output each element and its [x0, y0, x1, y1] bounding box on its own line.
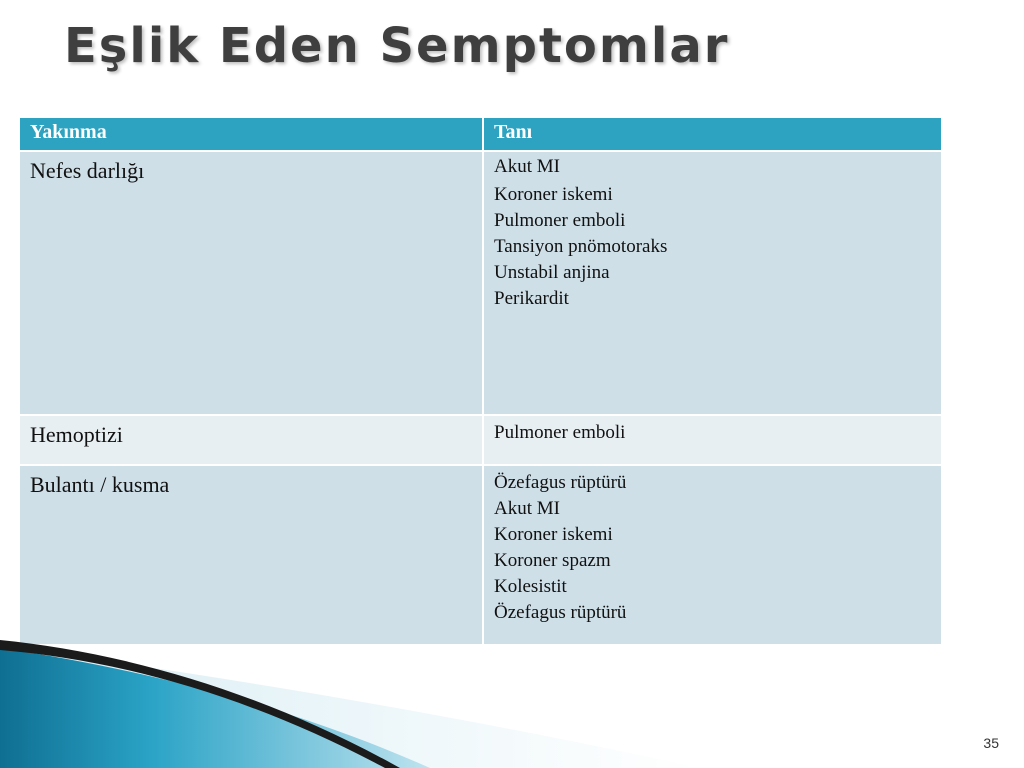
- complaint-cell: Bulantı / kusma: [20, 465, 483, 645]
- diagnosis-item: Unstabil anjina: [494, 262, 610, 283]
- table-row: [20, 415, 942, 465]
- diagnosis-item: Tansiyon pnömotoraks: [494, 236, 668, 257]
- diagnosis-cell: [483, 465, 942, 645]
- decorative-swoosh: [0, 640, 1024, 768]
- diagnosis-cell: [483, 415, 942, 465]
- complaint-cell: Hemoptizi: [20, 415, 483, 465]
- page-number: 35: [983, 735, 999, 751]
- table-row: [20, 465, 942, 645]
- column-header-diagnosis: Tanı: [483, 118, 942, 151]
- column-header-complaint: Yakınma: [20, 118, 483, 151]
- diagnosis-item: Koroner iskemi: [494, 184, 613, 205]
- complaint-cell: Nefes darlığı: [20, 151, 483, 415]
- diagnosis-item: Koroner iskemi: [494, 524, 613, 545]
- diagnosis-item: Koroner spazm: [494, 550, 611, 571]
- table-header-row: [20, 118, 942, 151]
- diagnosis-item: Akut MI: [494, 498, 560, 519]
- table-row: [20, 151, 942, 415]
- diagnosis-item: Kolesistit: [494, 576, 567, 597]
- diagnosis-item: Özefagus rüptürü: [494, 602, 627, 623]
- diagnosis-item: Akut MI: [494, 156, 560, 177]
- slide-title: Eşlik Eden Semptomlar: [64, 18, 730, 74]
- diagnosis-item: Pulmoner emboli: [494, 210, 626, 231]
- diagnosis-item: Perikardit: [494, 288, 569, 309]
- symptom-table: [20, 118, 943, 646]
- diagnosis-cell: [483, 151, 942, 415]
- diagnosis-item: Pulmoner emboli: [494, 422, 626, 443]
- diagnosis-item: Özefagus rüptürü: [494, 472, 627, 493]
